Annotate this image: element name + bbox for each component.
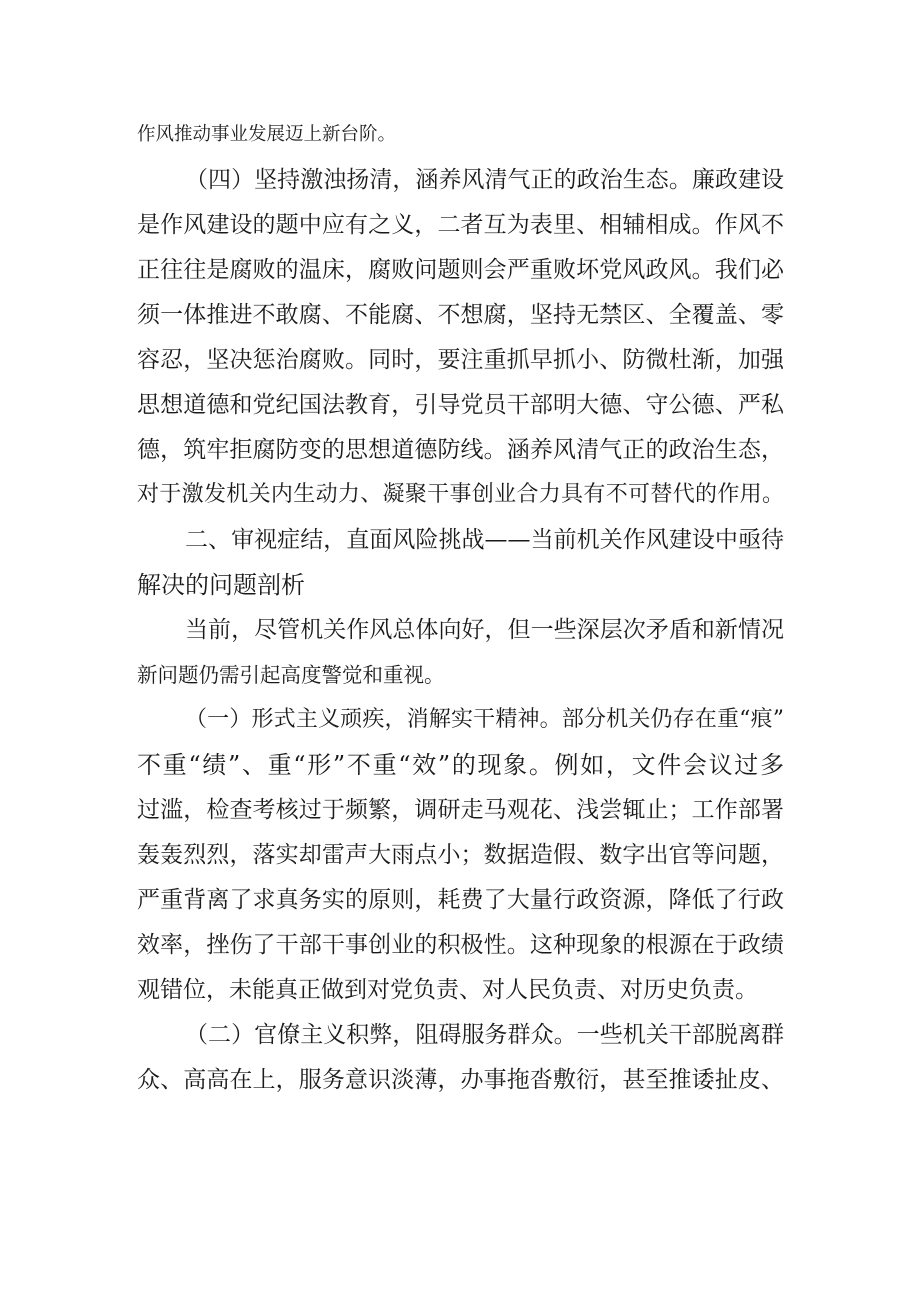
text-line: 过滥，检查考核过于频繁，调研走马观花、浅尝辄止；工作部署 <box>137 797 784 823</box>
text-line: 作风推动事业发展迈上新台阶。 <box>137 124 397 145</box>
text-line: 德，筑牢拒腐防变的思想道德防线。涵养风清气正的政治生态， <box>137 437 784 463</box>
text-line: 正往往是腐败的温床，腐败问题则会严重败坏党风政风。我们必 <box>137 257 784 283</box>
text-line: 观错位，未能真正做到对党负责、对人民负责、对历史负责。 <box>137 977 758 1003</box>
text-line: 效率，挫伤了干部干事创业的积极性。这种现象的根源在于政绩 <box>137 932 784 958</box>
text-line: 思想道德和党纪国法教育，引导党员干部明大德、守公德、严私 <box>137 392 784 418</box>
text-line: 轰轰烈烈，落实却雷声大雨点小；数据造假、数字出官等问题， <box>137 842 784 868</box>
text-line: 容忍，坚决惩治腐败。同时，要注重抓早抓小、防微杜渐，加强 <box>137 347 784 373</box>
text-line: （二）官僚主义积弊，阻碍服务群众。一些机关干部脱离群 <box>185 1022 784 1048</box>
text-line: 对于激发机关内生动力、凝聚干事创业合力具有不可替代的作用。 <box>137 482 784 507</box>
text-line: 当前，尽管机关作风总体向好，但一些深层次矛盾和新情况 <box>185 617 784 643</box>
text-line: 不重“绩”、重“形”不重“效”的现象。例如，文件会议过多 <box>137 751 784 779</box>
text-line: 是作风建设的题中应有之义，二者互为表里、相辅相成。作风不 <box>137 212 784 238</box>
section-heading: 解决的问题剖析 <box>137 571 305 599</box>
text-line: （四）坚持激浊扬清，涵养风清气正的政治生态。廉政建设 <box>185 167 784 193</box>
text-line: 众、高高在上，服务意识淡薄，办事拖沓敷衍，甚至推诿扯皮、 <box>137 1067 784 1093</box>
text-line: 严重背离了求真务实的原则，耗费了大量行政资源，降低了行政 <box>137 887 784 913</box>
text-line: 须一体推进不敢腐、不能腐、不想腐，坚持无禁区、全覆盖、零 <box>137 302 784 328</box>
section-heading: 二、审视症结，直面风险挑战——当前机关作风建设中亟待 <box>185 527 784 553</box>
text-line: 新问题仍需引起高度警觉和重视。 <box>137 663 445 687</box>
text-line: （一）形式主义顽疾，消解实干精神。部分机关仍存在重“痕” <box>185 707 784 732</box>
